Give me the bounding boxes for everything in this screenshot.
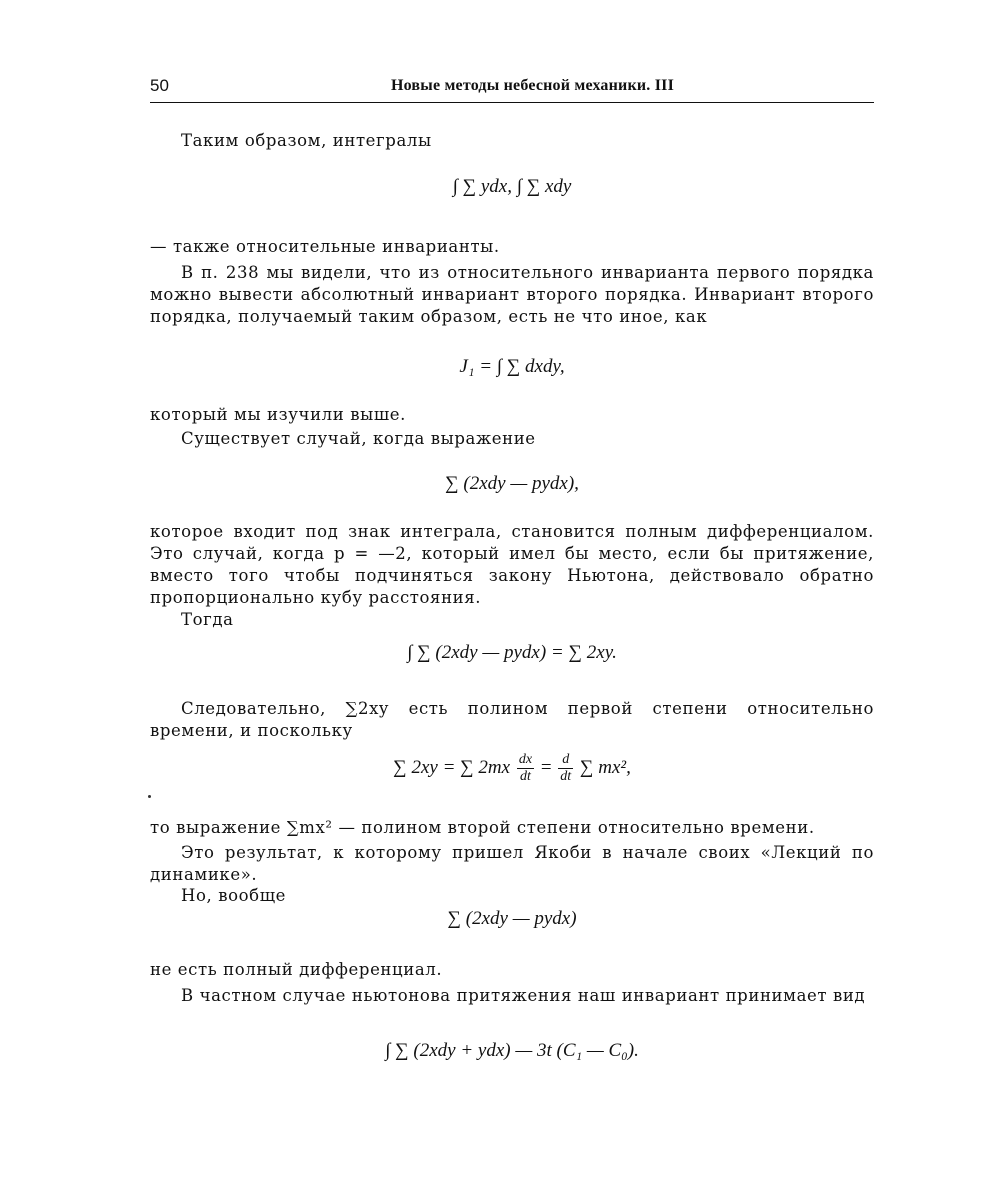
- formula: ∑ (2xdy — pydx): [447, 908, 577, 929]
- fraction-denominator: dt: [520, 769, 531, 784]
- formula-part: ∑ 2xy = ∑ 2mx: [393, 756, 511, 778]
- print-speck: [148, 795, 151, 798]
- paragraph: Существует случай, когда выражение: [181, 429, 536, 448]
- formula: ∫ ∑ (2xdy + ydx) — 3t (C₁ — C₀).: [385, 1040, 639, 1061]
- paragraph: — также относительные инварианты.: [150, 237, 500, 256]
- paragraph: В частном случае ньютонова притяжения наш инвариант принимает вид: [181, 986, 866, 1005]
- paragraph: Таким образом, интегралы: [181, 131, 432, 150]
- paragraph: не есть полный дифференциал.: [150, 960, 443, 979]
- paragraph: В п. 238 мы видели, что из относительного инварианта первого порядка можно вывести абсолютный инвариант второго порядка. Инвариант второго порядка, получаемый таким образом, есть не что иное, как: [150, 263, 874, 326]
- paragraph: которое входит под знак интеграла, становится полным дифференциалом. Это случай, когда p = —2, который имел бы место, если бы притяжение, вместо того чтобы подчиняться закону Ньютона, действовало обратно пропорционально кубу расстояния.: [150, 522, 874, 607]
- formula-part: ∑ mx²,: [579, 756, 631, 778]
- fraction-numerator: d: [558, 752, 573, 769]
- page-number: 50: [150, 76, 169, 95]
- formula: [150, 752, 874, 785]
- page-header: [150, 76, 874, 103]
- formula-part: =: [540, 756, 552, 778]
- formula: ∫ ∑ (2xdy — pydx) = ∑ 2xy.: [407, 642, 617, 663]
- paragraph: то выражение ∑mx² — полином второй степени относительно времени.: [150, 818, 815, 837]
- fraction-numerator: dx: [518, 752, 533, 767]
- formula: ∫ ∑ ydx, ∫ ∑ xdy: [452, 176, 572, 197]
- paragraph: Следовательно, ∑2xy есть полином первой степени относительно времени, и поскольку: [150, 699, 874, 740]
- paragraph: Но, вообще: [181, 886, 287, 905]
- fraction-denominator: dt: [560, 769, 572, 784]
- running-title: Новые методы небесной механики. III: [390, 77, 674, 94]
- fraction: [558, 752, 573, 785]
- fraction: [517, 752, 534, 785]
- formula: ∑ (2xdy — pydx),: [445, 473, 579, 494]
- paragraph: Это результат, к которому пришел Якоби в начале своих «Лекций по динамике».: [150, 843, 874, 884]
- paragraph: Тогда: [181, 610, 234, 629]
- formula: J₁ = ∫ ∑ dxdy,: [459, 356, 565, 377]
- paragraph: который мы изучили выше.: [150, 405, 406, 424]
